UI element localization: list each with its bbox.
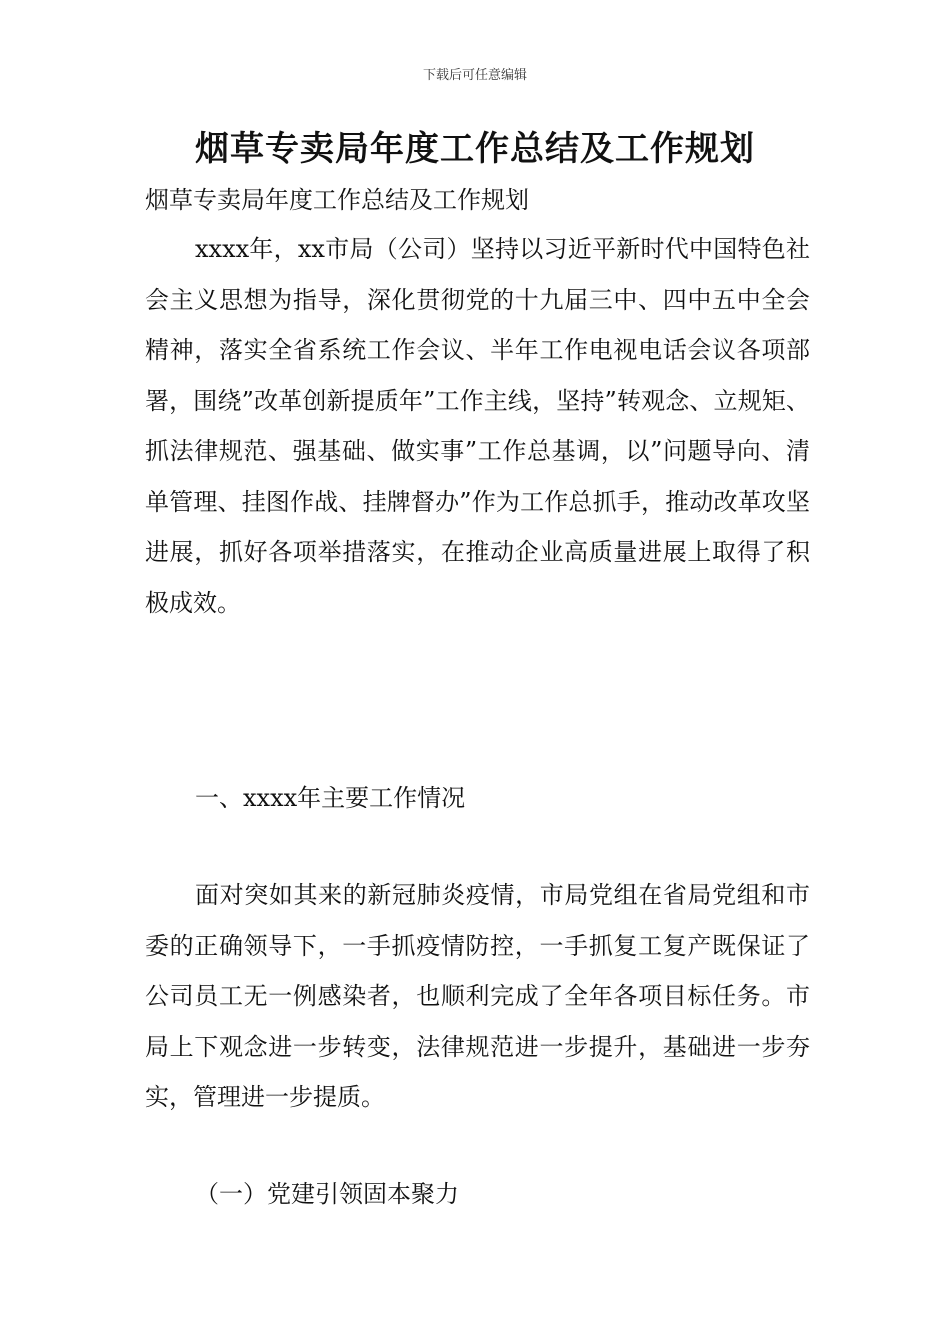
- section-heading-1: 一、xxxx年主要工作情况: [195, 784, 466, 812]
- document-title: 烟草专卖局年度工作总结及工作规划: [195, 129, 755, 169]
- section-1-paragraph: 面对突如其来的新冠肺炎疫情，市局党组在省局党组和市委的正确领导下，一手抓疫情防控，一手抓复工复产既保证了公司员工无一例感染者，也顺利完成了全年各项目标任务。市局上下观念进一步转变，法律规范进一步提升，基础进一步夯实，管理进一步提质。: [145, 881, 810, 1111]
- intro-paragraph: xxxx年，xx市局（公司）坚持以习近平新时代中国特色社会主义思想为指导，深化贯彻党的十九届三中、四中五中全会精神，落实全省系统工作会议、半年工作电视电话会议各项部署，围绕”改革创新提质年”工作主线，坚持”转观念、立规矩、抓法律规范、强基础、做实事”工作总基调，以”问题导向、清单管理、挂图作战、挂牌督办”作为工作总抓手，推动改革攻坚进展，抓好各项举措落实，在推动企业高质量进展上取得了积极成效。: [145, 235, 810, 617]
- subsection-heading-1: （一）党建引领固本聚力: [195, 1180, 459, 1208]
- document-subtitle: 烟草专卖局年度工作总结及工作规划: [145, 186, 529, 214]
- page-header-note: 下载后可任意编辑: [422, 68, 527, 83]
